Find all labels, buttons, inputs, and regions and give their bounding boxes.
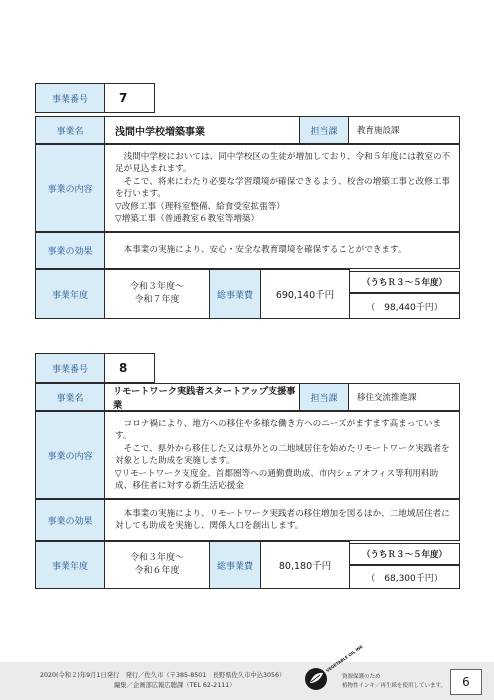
period-end: 令和６年度 bbox=[134, 566, 180, 576]
editor-info: 編集／企画部広報広聴課（TEL 62-2111） bbox=[114, 682, 236, 689]
effect-label: 事業の効果 bbox=[35, 232, 105, 269]
content-item: ▽リモートワーク支度金、首都圏等への通勤費助成、市内シェアオフィス等利用料助成、移住者に対する新生活応援金 bbox=[115, 468, 439, 492]
name-label: 事業名 bbox=[35, 116, 105, 144]
breakdown-label: （うちＲ３～５年度） bbox=[349, 543, 460, 565]
department: 移住交流推進課 bbox=[348, 383, 460, 411]
breakdown-value: （ 68,300千円） bbox=[349, 565, 460, 589]
total-cost: 80,180千円 bbox=[260, 541, 350, 589]
effect-text: 本事業の実施により、安心・安全な教育環境を確保することができます。 bbox=[104, 232, 460, 269]
content-paragraph: 浅間中学校においては、同中学校区の生徒が増加しており、令和５年度には教室の不足が見込まれます。 bbox=[115, 152, 451, 175]
content-text bbox=[104, 411, 460, 499]
project-number: 7 bbox=[104, 83, 155, 113]
content-text bbox=[104, 144, 460, 232]
content-paragraph: そこで、県外から移住した又は県外との二地域居住を始めたリモートワーク実践者を対象とした助成を実施します。 bbox=[115, 443, 450, 467]
logo-text: VEGETABLE OIL INK bbox=[325, 643, 364, 674]
dept-label: 担当課 bbox=[299, 116, 349, 144]
name-label: 事業名 bbox=[35, 383, 105, 411]
cost-label: 総事業費 bbox=[209, 269, 261, 319]
breakdown-value: （ 98,440千円） bbox=[349, 293, 460, 319]
cost-label: 総事業費 bbox=[209, 541, 261, 589]
project-name: リモートワーク実践者スタートアップ支援事業 bbox=[104, 383, 300, 411]
content-label: 事業の内容 bbox=[35, 144, 105, 232]
period bbox=[104, 269, 210, 319]
project-name: 浅間中学校増築事業 bbox=[104, 116, 300, 144]
period-start: 令和３年度～ bbox=[129, 282, 184, 292]
ink-note-2: 植物性インキ／再生紙を使用しています。 bbox=[342, 683, 447, 689]
content-label: 事業の内容 bbox=[35, 411, 105, 499]
period-start: 令和３年度～ bbox=[129, 553, 184, 563]
dept-label: 担当課 bbox=[299, 383, 349, 411]
footer bbox=[0, 643, 494, 700]
publication-info: 2020(令和２)年9月1日発行 発行／佐久市（〒385-8501 長野県佐久市中込3056） bbox=[40, 672, 286, 679]
period-label: 事業年度 bbox=[35, 269, 105, 319]
period-end: 令和７年度 bbox=[134, 295, 180, 305]
number-label: 事業番号 bbox=[35, 83, 105, 113]
period bbox=[104, 541, 210, 589]
effect-text: 本事業の実施により、リモートワーク実践者の移住増加を図るほか、二地域居住者に対しても助成を実施し、関係人口を創出します。 bbox=[104, 499, 460, 541]
project-number: 8 bbox=[104, 353, 155, 383]
ink-note-1: 資源保護のため bbox=[342, 674, 381, 680]
effect-label: 事業の効果 bbox=[35, 499, 105, 541]
department: 教育施設課 bbox=[348, 116, 460, 144]
content-item: ▽改修工事（理科室整備、給食受室拡張等） bbox=[115, 201, 285, 212]
number-label: 事業番号 bbox=[35, 353, 105, 383]
period-label: 事業年度 bbox=[35, 541, 105, 589]
content-paragraph: そこで、将来にわたり必要な学習環境が確保できるよう、校舎の増築工事と改修工事を行います。 bbox=[115, 176, 450, 200]
content-paragraph: コロナ禍により、地方への移住や多様な働き方へのニーズがますます高まっています。 bbox=[115, 419, 442, 442]
page-number: 6 bbox=[450, 669, 482, 695]
breakdown-label: （うちＲ３～５年度） bbox=[349, 271, 460, 293]
total-cost: 690,140千円 bbox=[260, 269, 350, 319]
content-item: ▽増築工事（普通教室６教室等増築） bbox=[115, 214, 260, 225]
